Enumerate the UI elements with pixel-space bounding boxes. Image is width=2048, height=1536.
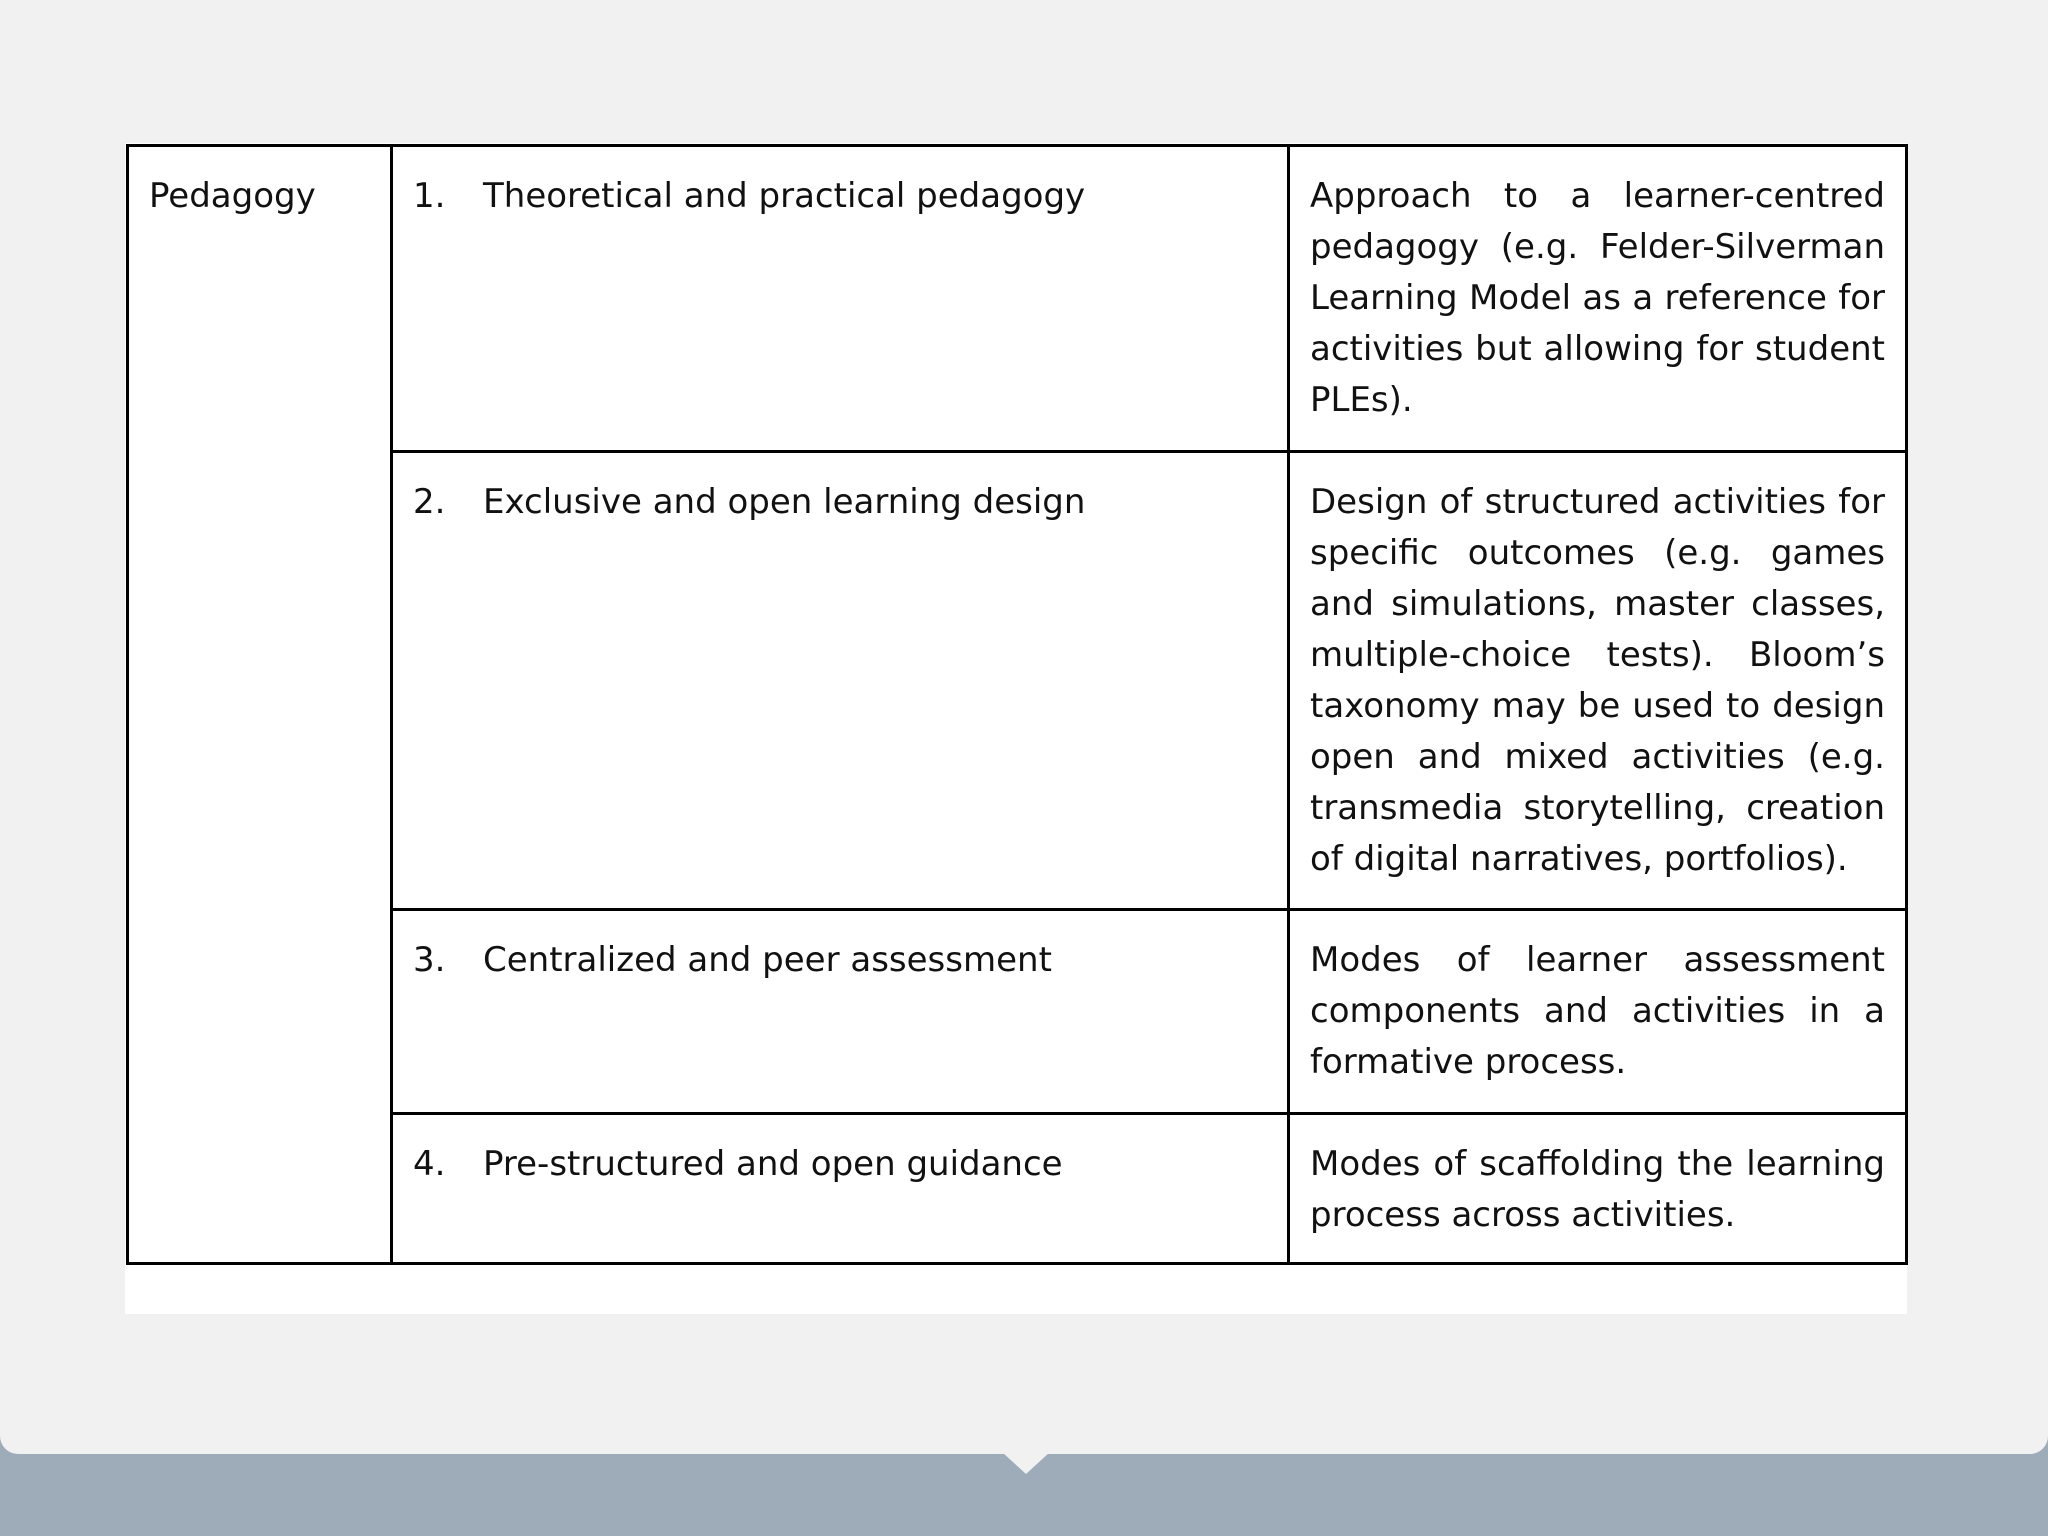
item-cell (392, 146, 1289, 452)
table-row (128, 910, 1907, 1114)
category-cell: Pedagogy (128, 146, 392, 1264)
item-cell (392, 1114, 1289, 1264)
description-cell: Design of structured activities for specific outcomes (e.g. games and simulations, master classes, multiple-choice tests). Bloom’s taxonomy may be used to design open and mixed activities (e.g. transmedia storytelling, creation of digital narratives, portfolios). (1289, 452, 1907, 910)
item-title: Pre-structured and open guidance (483, 1144, 1063, 1184)
item-number: 1. (413, 176, 446, 216)
description-cell: Approach to a learner-centred pedagogy (e.g. Felder-Silverman Learning Model as a reference for activities but allowing for student PLEs). (1289, 146, 1907, 452)
table-row (128, 146, 1907, 452)
panel-pointer-notch (1002, 1452, 1050, 1474)
item-cell (392, 452, 1289, 910)
item-title: Centralized and peer assessment (483, 940, 1052, 980)
item-number: 4. (413, 1144, 446, 1184)
item-cell (392, 910, 1289, 1114)
document-image (125, 143, 1907, 1314)
item-title: Theoretical and practical pedagogy (483, 176, 1086, 216)
item-title: Exclusive and open learning design (483, 482, 1086, 522)
item-number: 3. (413, 940, 446, 980)
table-row (128, 452, 1907, 910)
item-number: 2. (413, 482, 446, 522)
table-row (128, 1114, 1907, 1264)
pedagogy-table (126, 144, 1908, 1265)
description-cell: Modes of learner assessment components and activities in a formative process. (1289, 910, 1907, 1114)
description-cell: Modes of scaffolding the learning process across activities. (1289, 1114, 1907, 1264)
